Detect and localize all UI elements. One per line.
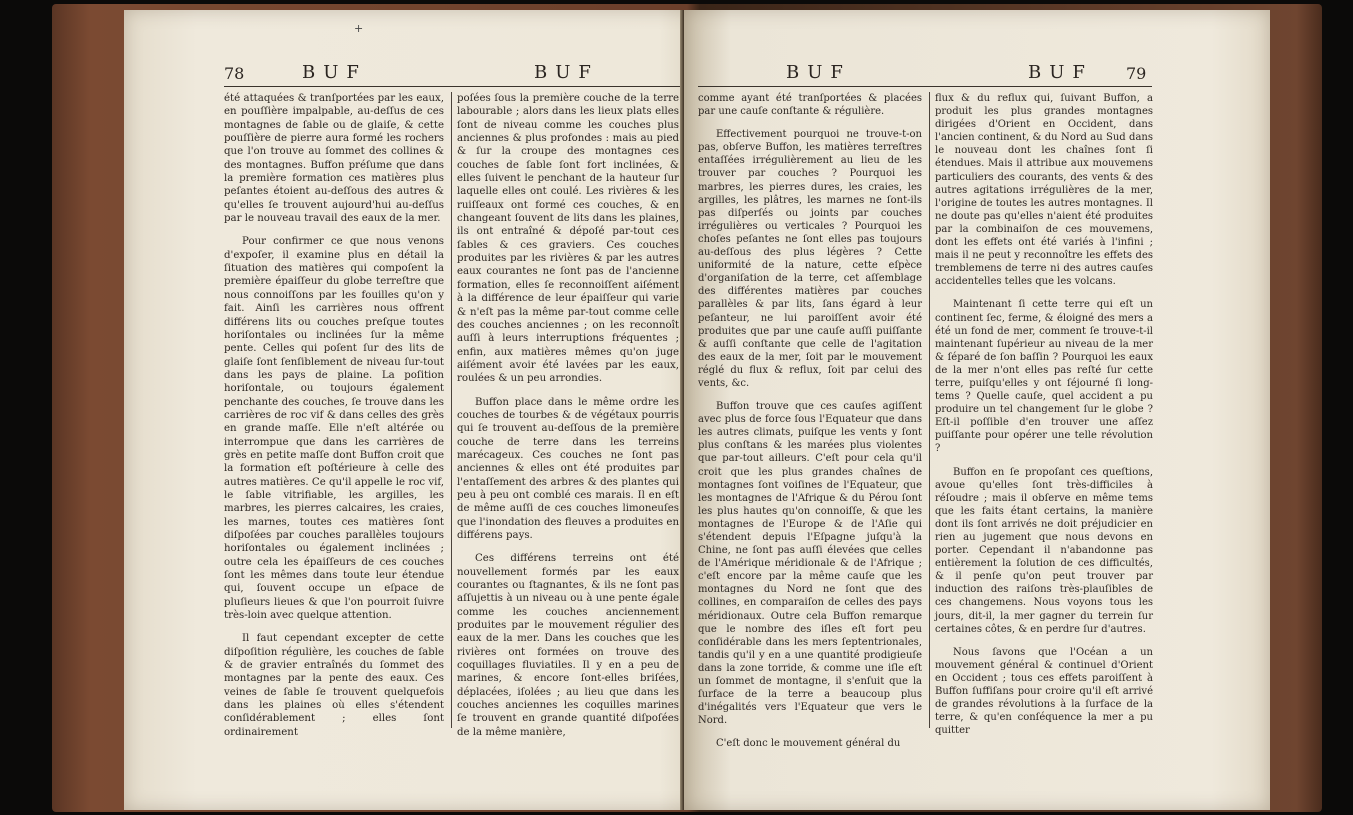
column-divider — [929, 92, 930, 728]
text-column-1 — [698, 92, 922, 751]
paragraph: Maintenant ſi cette terre qui eſt un continent ſec, ferme, & éloigné des mers a été un fond de mer, comment ſe trouve-t-il maintenant ſupérieur au niveau de la mer & ſéparé de ſon baſſin ? Pourquoi les eaux de la mer n'ont elles pas reſté ſur cette terre, puiſqu'elles y ont ſéjourné ſi long-tems ? Quelle cauſe, quel accident a pu produire un tel changement ſur le globe ? Eſt-il poſſible d'en trouver une aſſez puiſſante pour opérer une telle révolution ? — [935, 299, 1153, 455]
running-head-left-2: BUF — [534, 62, 599, 83]
column-divider — [451, 92, 452, 728]
paragraph: Pour confirmer ce que nous venons d'expoſer, il examine plus en détail la ſituation des matières qui compoſent la première épaiſſeur du globe terreſtre que nous connoiſſons par les fouilles qu'on y fait. Ainſi les carrières nous offrent différens lits ou couches preſque toutes horiſontales ou inclinées ſur la même pente. Celles qui poſent ſur des lits de glaiſe ſont ſenſiblement de niveau ſur-tout dans les pays de plaine. La poſition horiſontale, ou toujours également penchante des couches, ſe trouve dans les carrières de roc vif & dans celles des grès en grande maſſe. Elle n'eſt altérée ou interrompue que dans les carrières de grès en petite maſſe dont Buffon croit que la formation eſt poſtérieure à celle des autres matières. Ce qu'il appelle le roc vif, le ſable vitrifiable, les argilles, les marbres, les pierres calcaires, les craies, les marnes, toutes ces matières ſont diſpoſées par couches parallèles toujours horiſontales ou également inclinées ; outre cela les épaiſſeurs de ces couches ſont les mêmes dans toute leur étendue qui, ſouvent occupe un eſpace de pluſieurs lieues & que l'on pourroit ſuivre très-loin avec quelque attention. — [224, 236, 444, 622]
paragraph: comme ayant été tranſportées & placées par une cauſe conſtante & régulière. — [698, 93, 922, 118]
paragraph: Buffon en ſe propoſant ces queſtions, avoue qu'elles ſont très-difficiles à réſoudre ; mais il obſerve en même tems que les faits étant certains, la manière dont ils ſont arrivés ne doit préjudicier en rien au jugement que nous devons en porter. Cependant il n'abandonne pas entièrement la ſolution de ces difficultés, & il penſe qu'on peut trouver par induction des raiſons très-plauſibles de ces changemens. Nous voyons tous les jours, dit-il, la mer gagner du terrein ſur certaines côtes, & en perdre ſur d'autres. — [935, 466, 1153, 635]
paragraph: poſées ſous la première couche de la terre labourable ; alors dans les lieux plats elles ſont de niveau comme les couches plus anciennes & plus profondes : mais au pied & ſur la croupe des montagnes ces couches de ſable ſont fort inclinées, & elles ſuivent le penchant de la hauteur ſur laquelle elles ont coulé. Les rivières & les ruiſſeaux ont formé ces couches, & en changeant ſouvent de lits dans les plaines, ils ont entraîné & dépoſé par-tout ces ſables & ces graviers. Ces couches produites par les rivières & par les autres eaux courantes ne ſont pas de l'ancienne formation, elles ſe reconnoiſſent aiſément à la différence de leur épaiſſeur qui varie & n'eſt pas la même par-tout comme celle des couches anciennes ; on les reconnoît auſſi à leurs interruptions fréquentes ; enfin, aux matières mêmes qu'on juge aiſément avoir été lavées par les eaux, roulées & un peu arrondies. — [457, 93, 679, 385]
right-page — [684, 10, 1270, 810]
text-column-2 — [457, 92, 679, 739]
paragraph: Ces différens terreins ont été nouvellement formés par les eaux courantes ou ſtagnantes, & ils ne ſont pas aſſujettis à un niveau ou à une pente égale comme les couches anciennement produites par le mouvement régulier des eaux de la mer. Dans les couches que les rivières ont formées on trouve des coquillages fluviatiles. Il y en a peu de marines, & encore ſont-elles briſées, déplacées, iſolées ; au lieu que dans les couches anciennes les coquilles marines ſe trouvent en grande quantité diſpoſées de la même manière, — [457, 553, 679, 738]
paragraph: Nous ſavons que l'Océan a un mouvement général & continuel d'Orient en Occident ; tous ces effets paroiſſent à Buffon ſuffiſans pour croire qu'il eſt arrivé de grandes révolutions à la ſurface de la terre, & qu'en conſéquence la mer a pu quitter — [935, 646, 1153, 737]
header-rule — [224, 86, 712, 87]
paragraph: Buffon trouve que ces cauſes agiſſent avec plus de force ſous l'Equateur que dans les autres climats, puiſque les vents y ſont plus conſtans & les marées plus violentes que par-tout ailleurs. C'eſt pour cela qu'il croit que les plus grandes chaînes de montagnes ſont voiſines de l'Equateur, que les montagnes de l'Afrique & du Pérou ſont les plus hautes qu'on connoiſſe, & que les montagnes de l'Europe & de l'Aſie qui s'étendent depuis l'Eſpagne juſqu'à la Chine, ne ſont pas auſſi élevées que celles de l'Amérique méridionale & de l'Afrique ; c'eſt encore par la même cauſe que les montagnes du Nord ne ſont que des collines, en comparaiſon de celles des pays méridionaux. Outre cela Buffon remarque que le nombre des iſles eſt fort peu conſidérable dans les mers ſeptentrionales, tandis qu'il y en a une quantité prodigieuſe dans la zone torride, & comme une iſle eſt un ſommet de montagne, il s'enſuit que la ſurface de la terre a beaucoup plus d'inégalités vers l'Equateur que vers le Nord. — [698, 401, 922, 727]
text-column-2 — [935, 92, 1153, 737]
paragraph: Il faut cependant excepter de cette diſpoſition régulière, les couches de ſable & de gravier entraînés du ſommet des montagnes par la pente des eaux. Ces veines de ſable ſe trouvent quelquefois dans les plaines où elles s'étendent conſidérablement ; elles ſont ordinairement — [224, 633, 444, 738]
paragraph: Buffon place dans le même ordre les couches de tourbes & de végétaux pourris qui ſe trouvent au-deſſous de la première couche de terre dans les terreins marécageux. Ces couches ne ſont pas anciennes & elles ont été produites par l'entaſſement des arbres & des plantes qui peu à peu ont comblé ces marais. Il en eſt de même auſſi de ces couches limoneuſes que l'inondation des fleuves a produites en différens pays. — [457, 396, 679, 541]
left-page — [124, 10, 732, 810]
running-head-right-1: BUF — [786, 62, 851, 83]
paragraph: été attaquées & tranſportées par les eaux, en pouſſière impalpable, au-deſſus de ces montagnes de ſable ou de glaiſe, & cette pouſſière de pierre aura formé les rochers que l'on trouve au ſommet des collines & des montagnes. Buffon préſume que dans la première formation ces matières plus peſantes étoient au-deſſous des autres & qu'elles ſe trouvent aujourd'hui au-deſſus par le nouveau travail des eaux de la mer. — [224, 93, 444, 225]
page-number-right: 79 — [1126, 64, 1147, 83]
top-mark: + — [354, 22, 364, 35]
paragraph: flux & du reflux qui, ſuivant Buffon, a produit les plus grandes montagnes dirigées d'Orient en Occident, dans l'ancien continent, & du Nord au Sud dans le nouveau dont les chaînes ſont ſi étendues. Mais il attribue aux mouvemens particuliers des courants, des vents & des autres agitations irrégulières de la mer, l'origine de toutes les autres montagnes. Il ne doute pas qu'elles n'aient été produites par la combinaiſon de ces mouvemens, dont les effets ont été variés à l'infini ; mais il ne peut y reconnoître les effets des tremblemens de terre ni des autres cauſes accidentelles telles que les volcans. — [935, 93, 1153, 288]
text-column-1 — [224, 92, 444, 739]
running-head-right-2: BUF — [1028, 62, 1093, 83]
page-number-left: 78 — [224, 64, 245, 83]
header-rule — [698, 86, 1152, 87]
paragraph: Effectivement pourquoi ne trouve-t-on pas, obſerve Buffon, les matières terreſtres entaſſées irrégulièrement au lieu de les trouver par couches ? Pourquoi les marbres, les pierres dures, les craies, les argilles, les plâtres, les marnes ne ſont-ils pas diſperſés ou joints par couches irrégulières ou verticales ? Pourquoi les choſes peſantes ne ſont elles pas toujours au-deſſous des plus légères ? Cette uniformité de la nature, cette eſpèce d'organiſation de la terre, cet aſſemblage des différentes matières par couches parallèles & par lits, ſans égard à leur peſanteur, ne lui paroiſſent avoir été produites que par une cauſe auſſi puiſſante & auſſi conſtante que celle de l'agitation des eaux de la mer, ſoit par le mouvement réglé du flux & reflux, ſoit par celui des vents, &c. — [698, 129, 922, 389]
running-head-left-1: BUF — [302, 62, 367, 83]
paragraph: C'eſt donc le mouvement général du — [716, 738, 901, 750]
